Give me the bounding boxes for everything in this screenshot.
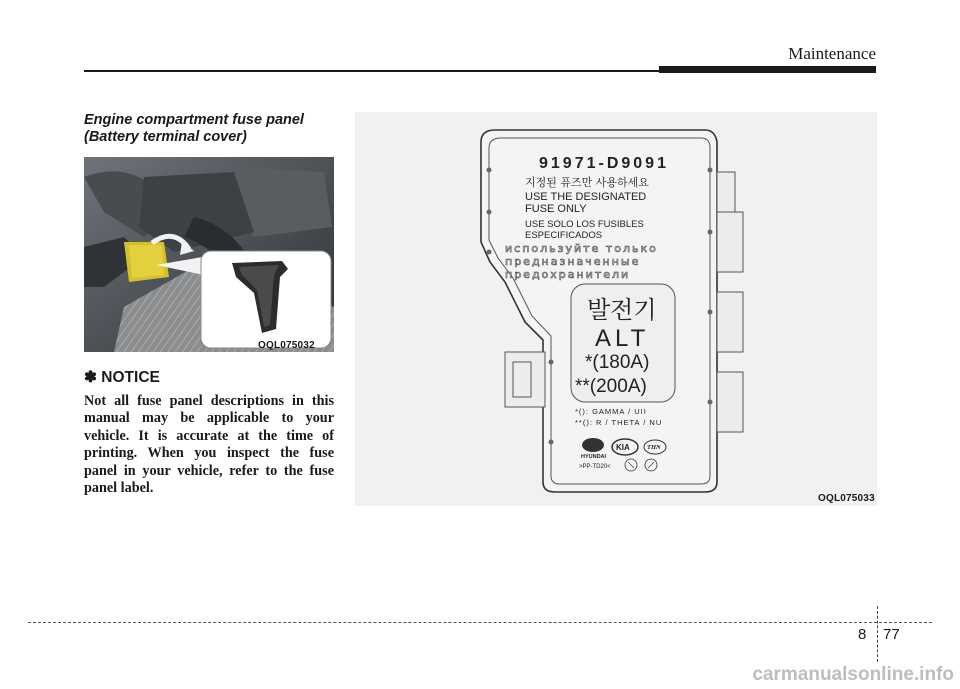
section-title-line2: (Battery terminal cover)	[84, 129, 247, 145]
notice-heading: ✽ NOTICE	[84, 369, 160, 386]
label-alt-korean: 발전기	[587, 296, 657, 324]
label-brand-kia: KIA	[616, 443, 630, 452]
label-ru-line1: используйте только	[505, 242, 658, 255]
engine-compartment-photo	[84, 157, 334, 352]
label-en-line1: USE THE DESIGNATED	[525, 191, 647, 203]
label-en-line2: FUSE ONLY	[525, 203, 587, 215]
label-note2: **(): R / THETA / NU	[575, 418, 663, 427]
label-rating-200a: **(200A)	[575, 376, 647, 397]
section-title	[84, 112, 304, 146]
label-note1: *(): GAMMA / UII	[575, 407, 647, 416]
label-es-line2: ESPECIFICADOS	[525, 230, 603, 241]
chapter-number: 8	[858, 626, 867, 643]
page-number: 77	[883, 626, 900, 643]
label-brand-hyundai: HYUNDAI	[581, 454, 607, 460]
label-material: >PP-TD20<	[579, 464, 611, 470]
section-title-line1: Engine compartment fuse panel	[84, 112, 304, 128]
header-title: Maintenance	[788, 44, 876, 63]
label-rating-180a: *(180A)	[585, 352, 650, 373]
fuse-cover-illustration	[355, 112, 877, 506]
watermark: carmanualsonline.info	[752, 664, 954, 685]
notice-body: Not all fuse panel descriptions in this manual may be applicable to your vehicle. It is accurate at the time of printing. When you inspect the fuse panel in your vehicle, refer to the fuse panel label.	[84, 393, 334, 497]
label-ru-line3: предохранители	[505, 268, 631, 281]
label-korean-warning: 지정된 퓨즈만 사용하세요	[525, 176, 649, 189]
label-part-number: 91971-D9091	[539, 155, 669, 172]
footer-rule	[28, 622, 932, 623]
hyundai-logo-icon	[582, 438, 604, 452]
page-separator	[877, 606, 878, 662]
right-figure-caption: OQL075033	[818, 493, 875, 504]
header-bar	[659, 66, 876, 73]
label-brand-thn: THN	[647, 444, 661, 451]
left-figure-caption: OQL075032	[258, 340, 315, 351]
label-alt: ALT	[595, 325, 650, 352]
label-ru-line2: предназначенные	[505, 255, 641, 268]
label-es-line1: USE SOLO LOS FUSIBLES	[525, 219, 644, 230]
